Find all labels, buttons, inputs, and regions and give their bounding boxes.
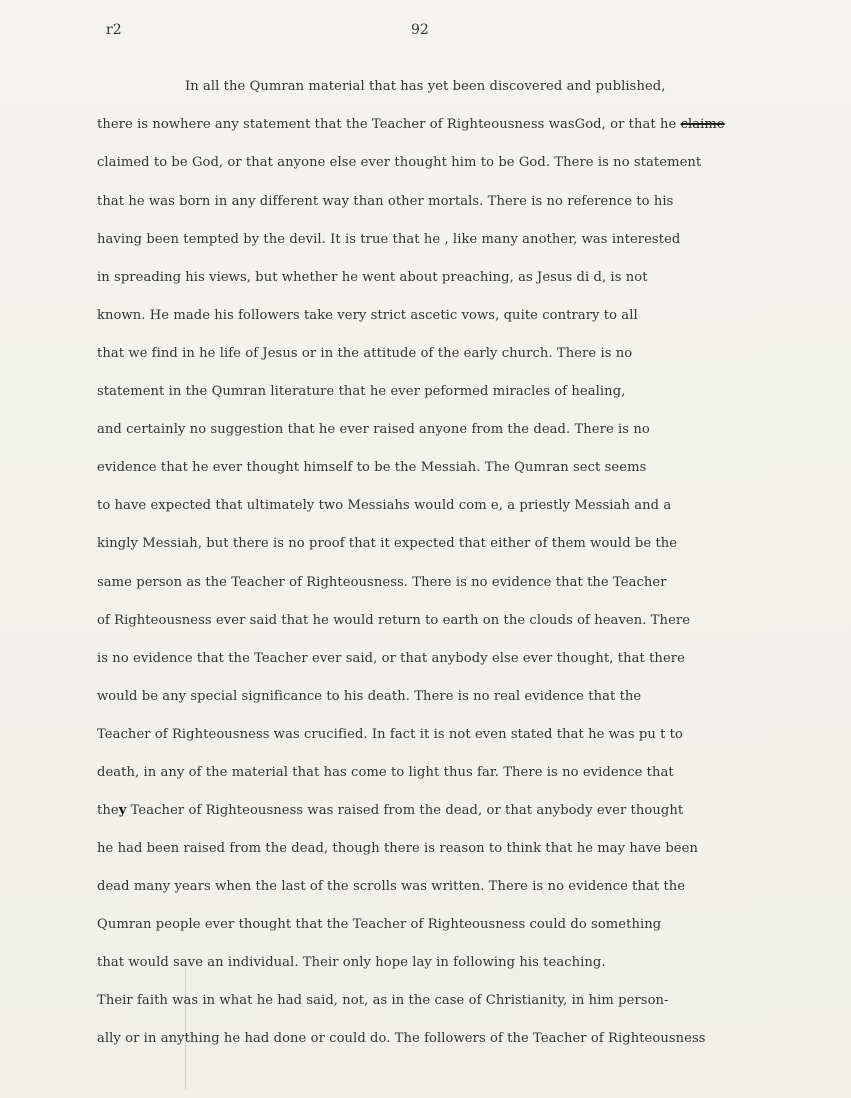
text-line-24: that would save an individual. Their only hope lay in following his teaching. bbox=[97, 955, 606, 970]
text-line-10: and certainly no suggestion that he ever raised anyone from the dead. There is no bbox=[97, 422, 650, 437]
text-line-22: dead many years when the last of the scrolls was written. There is no evidence that the bbox=[97, 879, 686, 894]
overtyped-mark: y bbox=[118, 803, 127, 818]
text-line-18: Teacher of Righteousness was crucified. In fact it is not even stated that he was pu t to bbox=[97, 727, 683, 742]
text-line-4: that he was born in any different way than other mortals. There is no reference to his bbox=[97, 194, 674, 209]
text-line-20-start: the bbox=[97, 803, 119, 818]
text-line-9: statement in the Qumran literature that he ever peformed miracles of healing, bbox=[97, 384, 626, 399]
text-line-2 bbox=[97, 117, 725, 133]
text-line-19: death, in any of the material that has come to light thus far. There is no evidence that bbox=[97, 765, 674, 780]
text-line-16: is no evidence that the Teacher ever said, or that anybody else ever thought, that there bbox=[97, 651, 685, 666]
text-line-14: same person as the Teacher of Righteousness. There is no evidence that the Teacher bbox=[97, 575, 667, 590]
text-line-13: kingly Messiah, but there is no proof that it expected that either of them would be the bbox=[97, 536, 678, 551]
page-mark: r2 bbox=[106, 22, 122, 38]
text-line-20-rest: Teacher of Righteousness was raised from the dead, or that anybody ever thought bbox=[126, 803, 684, 818]
page-crease bbox=[185, 960, 186, 1090]
text-line-5: having been tempted by the devil. It is true that he , like many another, was interested bbox=[97, 232, 681, 247]
text-line-26: ally or in anything he had done or could do. The followers of the Teacher of Righteousness bbox=[97, 1031, 706, 1046]
text-line-20 bbox=[97, 803, 683, 819]
page-number: 92 bbox=[411, 22, 429, 38]
text-line-1: In all the Qumran material that has yet been discovered and published, bbox=[185, 79, 666, 94]
text-line-17: would be any special significance to his death. There is no real evidence that the bbox=[97, 689, 642, 704]
text-line-25: Their faith was in what he had said, not, as in the case of Christianity, in him person- bbox=[97, 993, 669, 1008]
text-line-2-main: there is nowhere any statement that the Teacher of Righteousness wasGod, or that he bbox=[97, 117, 681, 132]
text-line-3: claimed to be God, or that anyone else ever thought him to be God. There is no statement bbox=[97, 155, 702, 170]
text-line-7: known. He made his followers take very strict ascetic vows, quite contrary to all bbox=[97, 308, 638, 323]
text-line-8: that we find in he life of Jesus or in the attitude of the early church. There is no bbox=[97, 346, 633, 361]
text-line-21: he had been raised from the dead, though there is reason to think that he may have been bbox=[97, 841, 698, 856]
text-line-23: Qumran people ever thought that the Teacher of Righteousness could do something bbox=[97, 917, 662, 932]
text-line-6: in spreading his views, but whether he went about preaching, as Jesus di d, is not bbox=[97, 270, 648, 285]
struck-out-word: claime bbox=[680, 117, 725, 132]
text-line-12: to have expected that ultimately two Messiahs would com e, a priestly Messiah and a bbox=[97, 498, 672, 513]
text-line-11: evidence that he ever thought himself to be the Messiah. The Qumran sect seems bbox=[97, 460, 647, 475]
text-line-15: of Righteousness ever said that he would return to earth on the clouds of heaven. There bbox=[97, 613, 691, 628]
